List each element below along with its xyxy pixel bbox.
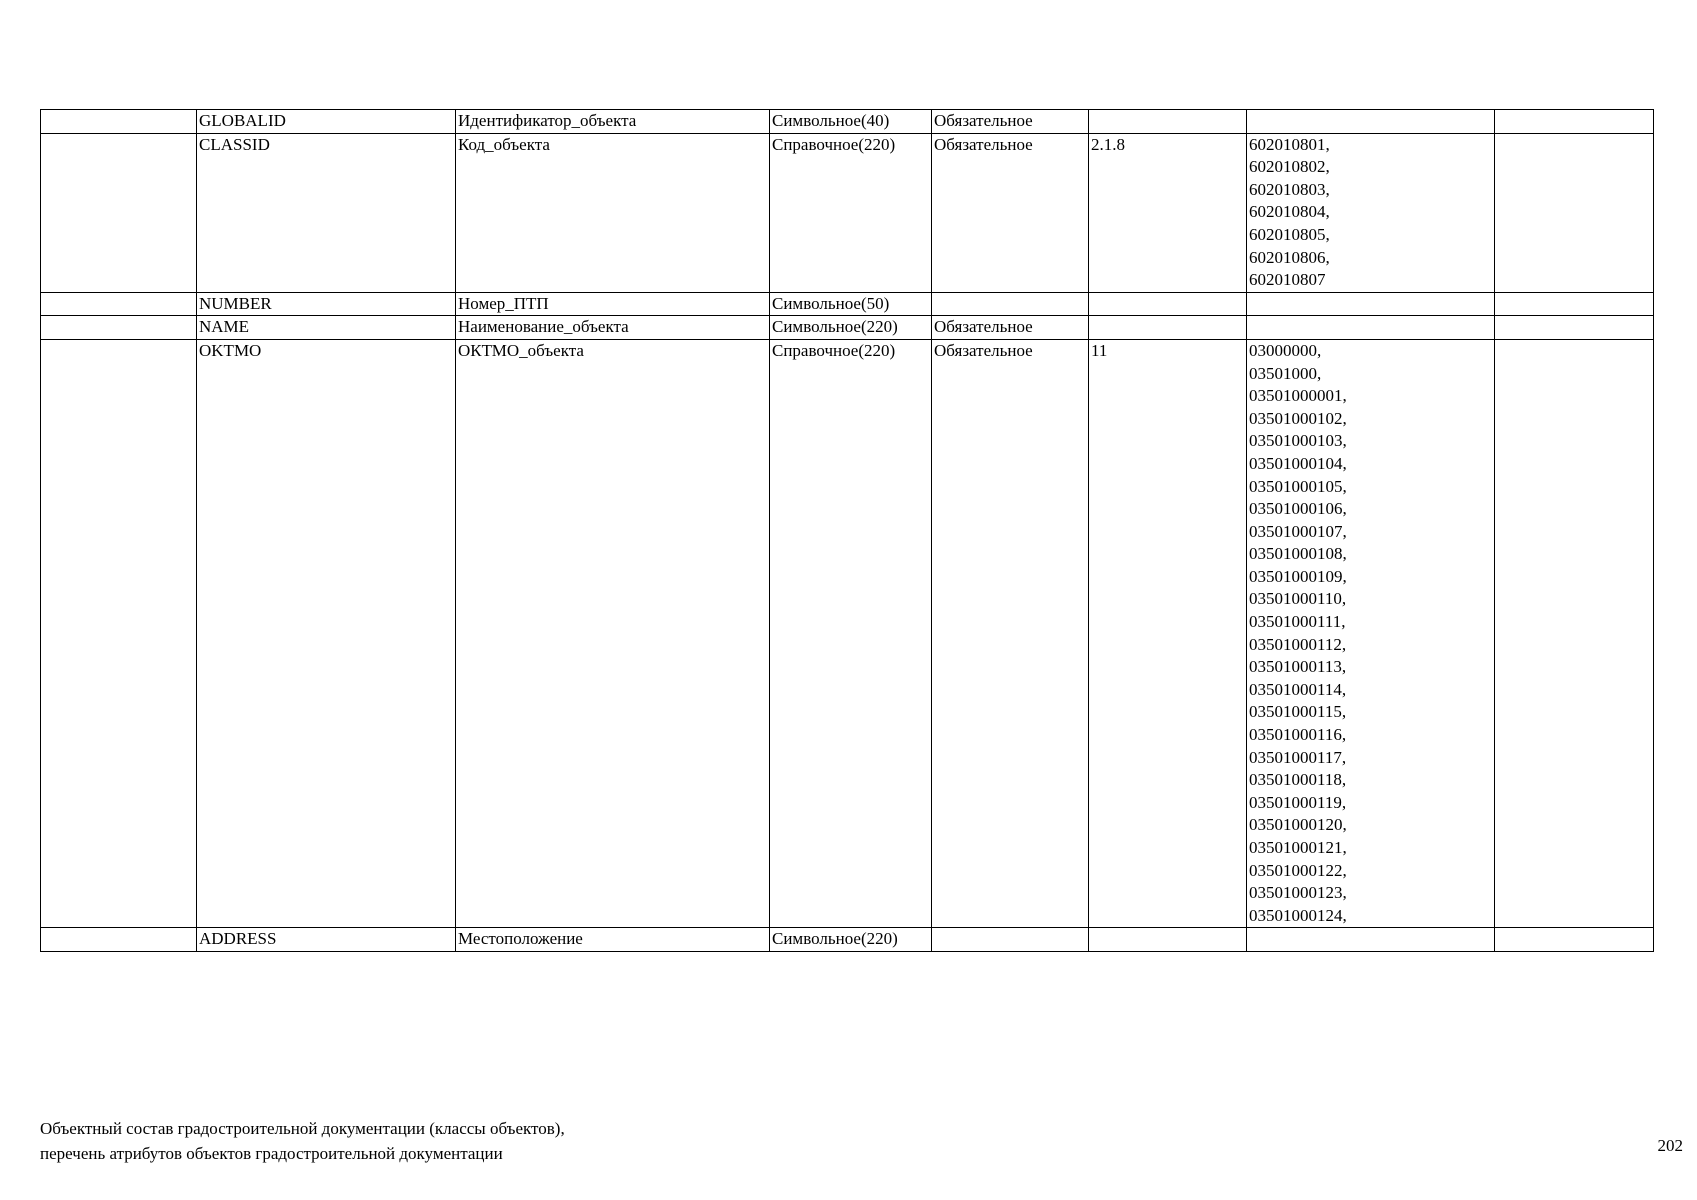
allowed-value: 03501000114,	[1249, 679, 1347, 699]
allowed-value: 602010806,	[1249, 247, 1330, 267]
mandatory-cell: Обязательное	[932, 339, 1089, 927]
table-row	[41, 110, 1654, 134]
data-type-cell: Справочное(220)	[770, 339, 932, 927]
mandatory-cell	[932, 928, 1089, 952]
note-cell	[1495, 316, 1654, 340]
note-cell	[1495, 928, 1654, 952]
code-cell	[41, 339, 197, 927]
table-row	[41, 292, 1654, 316]
table-row	[41, 339, 1654, 927]
allowed-value: 03501000109,	[1249, 566, 1347, 586]
reference-cell	[1089, 292, 1247, 316]
allowed-value: 602010803,	[1249, 179, 1330, 199]
allowed-value: 03501000104,	[1249, 453, 1347, 473]
allowed-value: 03501000120,	[1249, 815, 1347, 835]
attribute-name-cell: ADDRESS	[197, 928, 456, 952]
allowed-value: 03501000102,	[1249, 408, 1347, 428]
allowed-value: 602010807	[1249, 270, 1326, 290]
allowed-value: 03501000116,	[1249, 725, 1347, 745]
attribute-description-cell: Код_объекта	[456, 133, 770, 292]
allowed-value: 03000000,	[1249, 340, 1322, 360]
allowed-values-cell	[1247, 133, 1495, 292]
mandatory-cell	[932, 292, 1089, 316]
mandatory-cell: Обязательное	[932, 133, 1089, 292]
allowed-value: 03501000001,	[1249, 386, 1347, 406]
mandatory-cell: Обязательное	[932, 110, 1089, 134]
reference-cell	[1089, 928, 1247, 952]
allowed-values-cell	[1247, 292, 1495, 316]
mandatory-cell: Обязательное	[932, 316, 1089, 340]
allowed-values-cell	[1247, 110, 1495, 134]
table-row	[41, 316, 1654, 340]
code-cell	[41, 110, 197, 134]
code-cell	[41, 133, 197, 292]
table-row	[41, 928, 1654, 952]
allowed-value: 602010804,	[1249, 202, 1330, 222]
allowed-value: 03501000122,	[1249, 860, 1347, 880]
attribute-description-cell: Идентификатор_объекта	[456, 110, 770, 134]
allowed-value: 03501000111,	[1249, 612, 1346, 632]
attribute-description-cell: ОКТМО_объекта	[456, 339, 770, 927]
attribute-name-cell: NAME	[197, 316, 456, 340]
attribute-name-cell: GLOBALID	[197, 110, 456, 134]
data-type-cell: Символьное(50)	[770, 292, 932, 316]
reference-cell: 2.1.8	[1089, 133, 1247, 292]
note-cell	[1495, 110, 1654, 134]
allowed-value: 03501000115,	[1249, 702, 1347, 722]
data-type-cell: Справочное(220)	[770, 133, 932, 292]
attribute-description-cell: Местоположение	[456, 928, 770, 952]
attribute-description-cell: Наименование_объекта	[456, 316, 770, 340]
table-row	[41, 133, 1654, 292]
data-type-cell: Символьное(220)	[770, 316, 932, 340]
allowed-value: 03501000110,	[1249, 589, 1347, 609]
code-cell	[41, 316, 197, 340]
attribute-name-cell: OKTMO	[197, 339, 456, 927]
allowed-values-cell	[1247, 928, 1495, 952]
allowed-values-cell	[1247, 339, 1495, 927]
footer-caption-line2: перечень атрибутов объектов градостроительной документации	[40, 1144, 503, 1163]
allowed-value: 03501000117,	[1249, 747, 1347, 767]
allowed-value: 03501000118,	[1249, 770, 1347, 790]
code-cell	[41, 292, 197, 316]
code-cell	[41, 928, 197, 952]
allowed-value: 602010802,	[1249, 157, 1330, 177]
page-number: 202	[1657, 1136, 1683, 1155]
allowed-value: 03501000106,	[1249, 499, 1347, 519]
allowed-value: 03501000108,	[1249, 544, 1347, 564]
allowed-value: 03501000103,	[1249, 431, 1347, 451]
reference-cell: 11	[1089, 339, 1247, 927]
table-body	[41, 110, 1654, 952]
allowed-value: 03501000123,	[1249, 883, 1347, 903]
note-cell	[1495, 133, 1654, 292]
footer-caption-line1: Объектный состав градостроительной документации (классы объектов),	[40, 1119, 565, 1138]
note-cell	[1495, 339, 1654, 927]
allowed-value: 03501000107,	[1249, 521, 1347, 541]
attribute-name-cell: CLASSID	[197, 133, 456, 292]
reference-cell	[1089, 316, 1247, 340]
data-type-cell: Символьное(220)	[770, 928, 932, 952]
allowed-value: 03501000105,	[1249, 476, 1347, 496]
allowed-value: 602010801,	[1249, 134, 1330, 154]
footer-caption	[40, 1116, 565, 1166]
allowed-value: 03501000,	[1249, 363, 1322, 383]
note-cell	[1495, 292, 1654, 316]
allowed-value: 03501000124,	[1249, 905, 1347, 925]
allowed-value: 03501000119,	[1249, 792, 1347, 812]
reference-cell	[1089, 110, 1247, 134]
allowed-values-cell	[1247, 316, 1495, 340]
attribute-table	[40, 109, 1654, 952]
allowed-value: 03501000113,	[1249, 657, 1347, 677]
attribute-description-cell: Номер_ПТП	[456, 292, 770, 316]
allowed-value: 03501000112,	[1249, 634, 1347, 654]
allowed-value: 03501000121,	[1249, 838, 1347, 857]
data-type-cell: Символьное(40)	[770, 110, 932, 134]
attribute-name-cell: NUMBER	[197, 292, 456, 316]
allowed-value: 602010805,	[1249, 224, 1330, 244]
